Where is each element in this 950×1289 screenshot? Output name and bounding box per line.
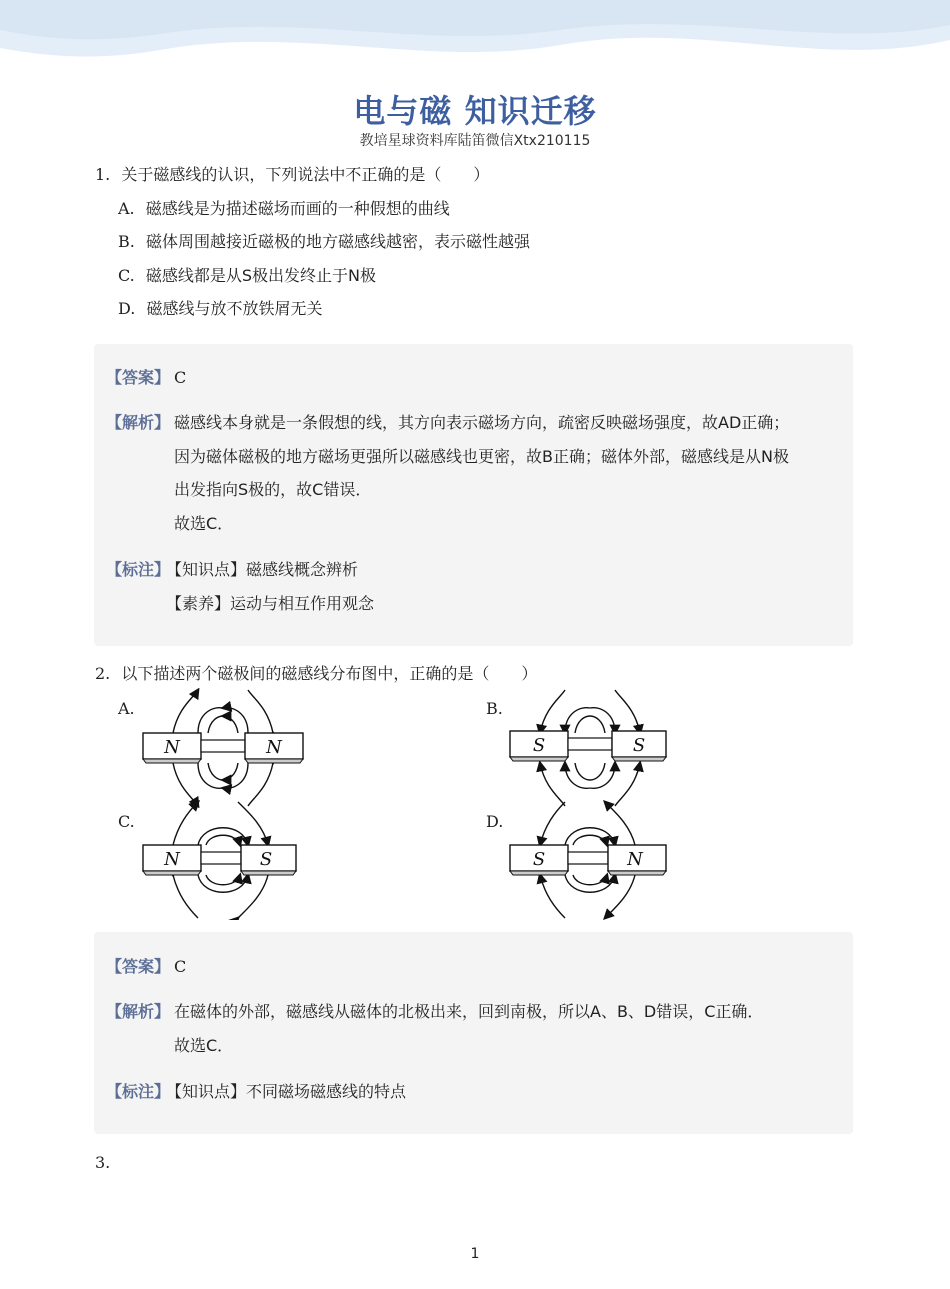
note-line: 【知识点】不同磁场磁感线的特点 xyxy=(166,1082,407,1101)
figure-label-d: D. xyxy=(486,812,504,831)
analysis-line: 磁感线本身就是一条假想的线，其方向表示磁场方向，疏密反映磁场强度，故AD正确； xyxy=(174,413,790,432)
note-line: 【素养】运动与相互作用观念 xyxy=(166,594,375,613)
question-2-stem xyxy=(95,664,537,684)
answer-row xyxy=(106,957,186,977)
analysis-line: 故选C． xyxy=(174,1036,234,1055)
answer-box-2 xyxy=(94,932,853,1134)
analysis-line: 出发指向S极的，故C错误． xyxy=(174,480,372,499)
answer-row xyxy=(106,368,186,388)
header-wave-decoration xyxy=(0,0,950,80)
pole-right: N xyxy=(627,849,643,870)
figure-label-c: C. xyxy=(118,812,135,831)
magnet-diagram-b xyxy=(505,688,675,808)
option-label: B. xyxy=(118,232,135,251)
magnet-diagram-c xyxy=(138,800,308,920)
pole-left: N xyxy=(164,849,180,870)
pole-left: N xyxy=(164,737,180,758)
question-number: 2. xyxy=(95,664,111,683)
option-label: A. xyxy=(118,199,135,218)
magnet-diagram-a xyxy=(138,688,308,808)
analysis-tag-row xyxy=(106,413,170,433)
pole-left: S xyxy=(532,849,546,870)
analysis-tag: 【解析】 xyxy=(106,413,171,432)
answer-tag: 【答案】 xyxy=(106,368,171,387)
question-1-stem xyxy=(95,165,489,185)
answer-value: C xyxy=(174,957,187,976)
note-tag-row xyxy=(106,1082,170,1102)
page-title: 电与磁 知识迁移 xyxy=(353,92,597,130)
note-line: 【知识点】磁感线概念辨析 xyxy=(166,560,359,579)
answer-value: C xyxy=(174,368,187,387)
question-text: 关于磁感线的认识，下列说法中不正确的是（ ） xyxy=(121,165,490,184)
option-label: C. xyxy=(118,266,135,285)
analysis-tag: 【解析】 xyxy=(106,1002,171,1021)
option-text: 磁体周围越接近磁极的地方磁感线越密，表示磁性越强 xyxy=(145,232,530,251)
page-subtitle: 教培星球资料库陆笛微信Xtx210115 xyxy=(359,133,591,149)
pole-right: S xyxy=(259,849,273,870)
option-a xyxy=(118,199,450,219)
question-3-number: 3. xyxy=(95,1153,111,1172)
analysis-line: 在磁体的外部，磁感线从磁体的北极出来，回到南极，所以A、B、D错误，C正确． xyxy=(174,1002,764,1021)
option-text: 磁感线是为描述磁场而画的一种假想的曲线 xyxy=(145,199,450,218)
note-tag: 【标注】 xyxy=(106,560,171,579)
option-text: 磁感线与放不放铁屑无关 xyxy=(146,299,323,318)
page-number: 1 xyxy=(470,1246,480,1262)
figure-label-b: B. xyxy=(486,699,503,718)
magnet-diagram-d xyxy=(505,800,675,920)
question-number: 1. xyxy=(95,165,111,184)
answer-tag: 【答案】 xyxy=(106,957,171,976)
question-text: 以下描述两个磁极间的磁感线分布图中，正确的是（ ） xyxy=(121,664,538,683)
pole-left: S xyxy=(532,735,546,756)
option-b xyxy=(118,232,530,252)
figure-label-a: A. xyxy=(118,699,135,718)
pole-right: S xyxy=(632,735,646,756)
note-tag: 【标注】 xyxy=(106,1082,171,1101)
option-c xyxy=(118,266,376,286)
note-tag-row xyxy=(106,560,170,580)
option-d xyxy=(118,299,322,319)
option-label: D. xyxy=(118,299,136,318)
analysis-line: 故选C． xyxy=(174,514,234,533)
pole-right: N xyxy=(266,737,282,758)
option-text: 磁感线都是从S极出发终止于N极 xyxy=(145,266,376,285)
analysis-tag-row xyxy=(106,1002,170,1022)
analysis-line: 因为磁体磁极的地方磁场更强所以磁感线也更密，故B正确；磁体外部，磁感线是从N极 xyxy=(174,447,789,466)
